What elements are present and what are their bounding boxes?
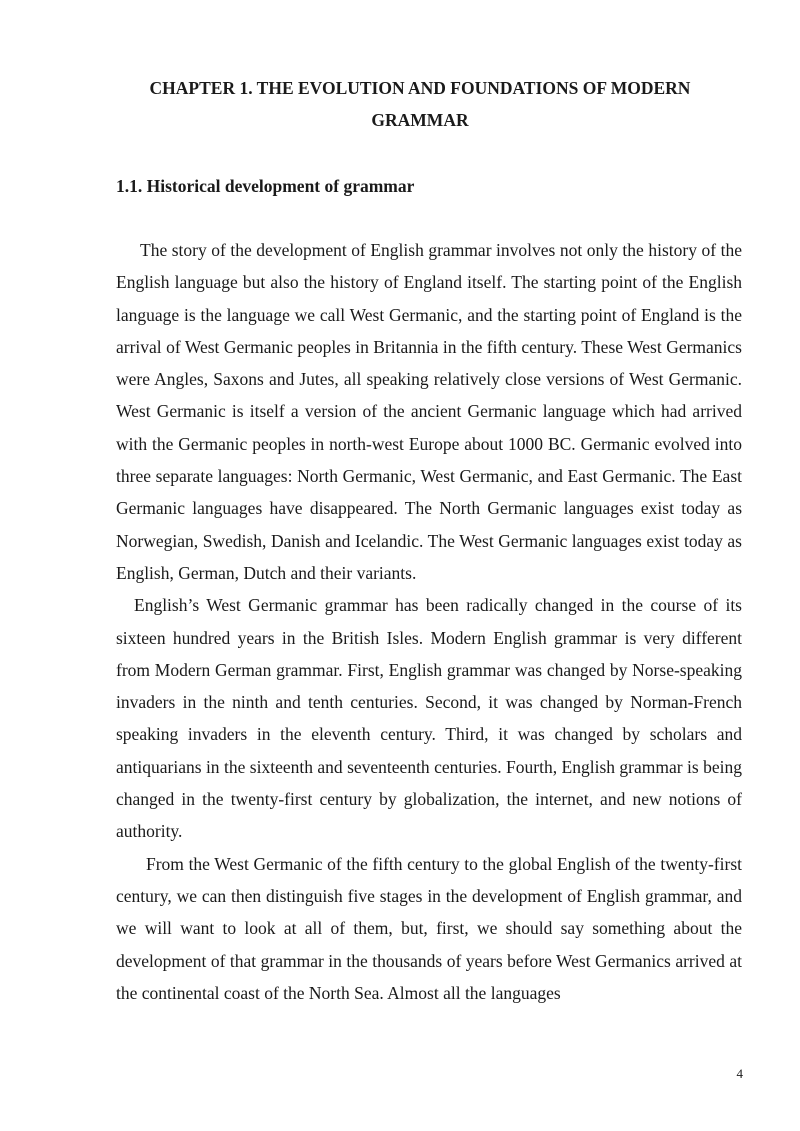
chapter-title: CHAPTER 1. THE EVOLUTION AND FOUNDATIONS OF MODERN GRAMMAR: [149, 78, 691, 130]
paragraph: From the West Germanic of the fifth century to the global English of the twenty-first century, we can then distinguish five stages in the development of English grammar, and we will want to look at all of them, but, first, we should say something about the development of that grammar in the thousands of years before West Germanics arrived at the continental coast of the North Sea. Almost all the languages: [116, 853, 742, 1003]
page-number: 4: [736, 1066, 743, 1081]
section-title: 1.1. Historical development of grammar: [116, 176, 415, 196]
body-text: [116, 234, 742, 1009]
paragraph: The story of the development of English grammar involves not only the history of the English language but also the history of England itself. The starting point of the English language is the language we call West Germanic, and the starting point of England is the arrival of West Germanic peoples in Britannia in the fifth century. These West Germanics were Angles, Saxons and Jutes, all speaking relatively close versions of West Germanic. West Germanic is itself a version of the ancient Germanic language which had arrived with the Germanic peoples in north-west Europe about 1000 BC. Germanic evolved into three separate languages: North Germanic, West Germanic, and East Germanic. The East Germanic languages have disappeared. The North Germanic languages exist today as Norwegian, Swedish, Danish and Icelandic. The West Germanic languages exist today as English, German, Dutch and their variants.: [116, 240, 742, 583]
paragraph: English’s West Germanic grammar has been radically changed in the course of its sixteen hundred years in the British Isles. Modern English grammar is very different from Modern German grammar. First, English grammar was changed by Norse-speaking invaders in the ninth and tenth centuries. Second, it was changed by Norman-French speaking invaders in the eleventh century. Third, it was changed by scholars and antiquarians in the sixteenth and seventeenth centuries. Fourth, English grammar is being changed in the twenty-first century by globalization, the internet, and new notions of authority.: [116, 595, 742, 842]
